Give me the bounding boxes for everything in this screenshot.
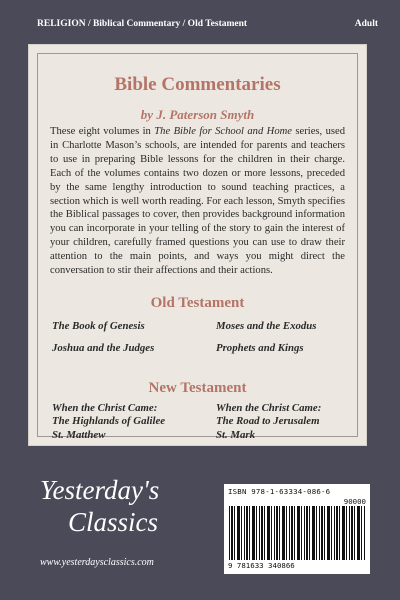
publisher-url: www.yesterdaysclassics.com <box>40 557 154 568</box>
panel-title: Bible Commentaries <box>114 74 281 95</box>
ot-book-exodus: Moses and the Exodus <box>216 320 317 332</box>
ot-book-kings: Prophets and Kings <box>216 342 304 354</box>
description-part2: series, used in Charlotte Mason’s schools, are intended for parents and teachers to use in preparing Bible lessons for the children in their charge. Each of the volumes contains two dozen or more lessons, preceded by the same lengthy introduction to sound teaching practices, a section which is well worth reading. For each lesson, Smyth specifies the Biblical passages to cover, then provides background information you can incorporate in your telling of the story to gain the interest of your children, carefully framed questions you can use to draw their attention to the main points, and ways you might direct the conversation to stir their affections and their actions. <box>50 126 345 277</box>
nt-book-jerusalem <box>216 402 321 428</box>
audience-label: Adult <box>354 19 378 29</box>
author-line: by J. Paterson Smyth <box>140 107 255 122</box>
description-panel <box>28 44 367 446</box>
ot-book-judges: Joshua and the Judges <box>52 342 155 354</box>
publisher-logo <box>40 475 200 568</box>
panel-border <box>37 53 358 441</box>
nt-book-galilee <box>52 402 165 428</box>
barcode-bars <box>229 506 365 560</box>
nt-book-jerusalem-line1: When the Christ Came: <box>216 402 322 414</box>
description-part1: These eight volumes in <box>50 126 155 137</box>
barcode-digits: 9 781633 340866 <box>228 561 295 570</box>
nt-book-mark: St. Mark <box>216 429 256 441</box>
publisher-name-line2: Classics <box>68 507 159 537</box>
price-code: 90000 <box>343 497 366 506</box>
nt-book-galilee-line1: When the Christ Came: <box>52 402 158 414</box>
isbn-label: ISBN 978-1-63334-086-6 <box>228 487 331 496</box>
nt-book-galilee-line2: The Highlands of Galilee <box>52 415 166 427</box>
category-label: RELIGION / Biblical Commentary / Old Testament <box>37 19 248 29</box>
publisher-name-line1: Yesterday's <box>40 475 160 505</box>
category-bar <box>0 0 400 40</box>
series-title: The Bible for School and Home <box>154 126 292 137</box>
new-testament-heading: New Testament <box>148 380 247 396</box>
nt-book-jerusalem-line2: The Road to Jerusalem <box>216 415 320 427</box>
description-text <box>50 125 345 278</box>
barcode-box <box>224 484 370 574</box>
old-testament-heading: Old Testament <box>150 295 245 311</box>
nt-book-matthew: St. Matthew <box>52 429 106 441</box>
ot-book-genesis: The Book of Genesis <box>52 320 145 332</box>
